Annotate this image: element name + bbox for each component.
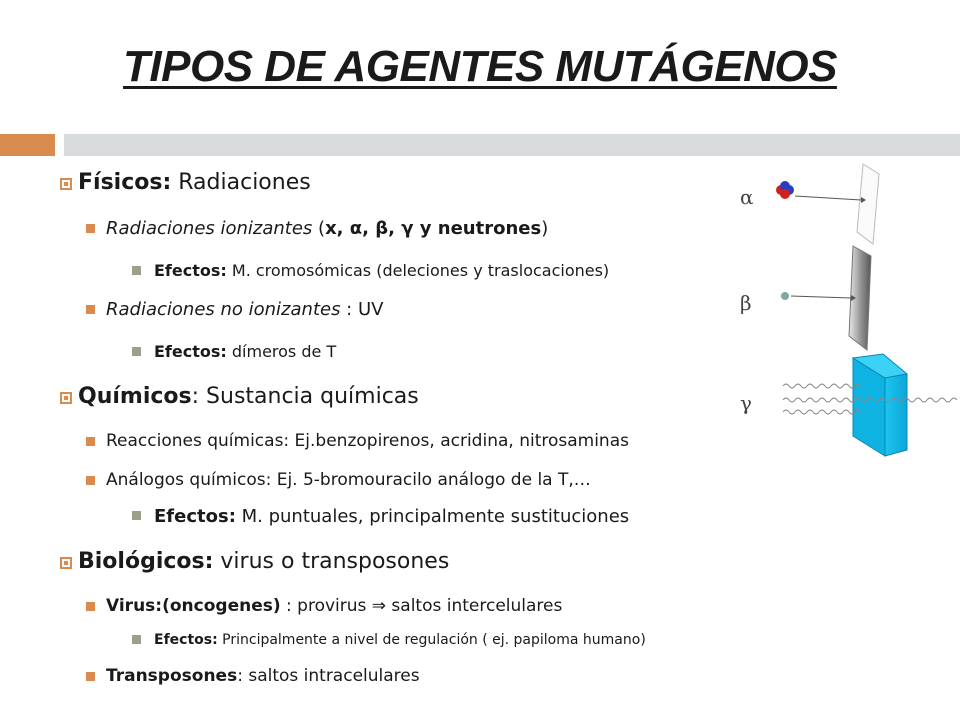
square-bullet-icon [132,635,141,644]
efectos-text: M. puntuales, principalmente sustituciones [235,506,630,527]
alpha-particle-icon [776,181,794,199]
quimicos-text: : Sustancia químicas [191,384,419,409]
square-bullet-icon [60,557,72,569]
analogos-text: Análogos químicos: Ej. 5-bromouracilo análogo de la T,… [106,470,591,490]
accent-bar [0,134,55,156]
no-ionizantes-text: : UV [340,299,384,320]
header-rule-bar [64,134,960,156]
shield-block-front [885,374,907,456]
ionizantes-label: Radiaciones ionizantes [106,218,313,239]
gamma-label: γ [740,391,752,415]
efectos-text: dímeros de T [226,342,337,361]
efectos-head: Efectos: [154,632,218,648]
square-bullet-icon [132,511,141,520]
beta-label: β [740,291,752,315]
transposones-text: : saltos intracelulares [237,666,420,686]
quimicos-head: Químicos [78,384,192,409]
gamma-wave-3 [783,410,861,414]
square-bullet-icon [86,224,95,233]
efectos-head: Efectos: [154,342,227,361]
biologicos-text: virus o transposones [213,549,450,574]
no-ionizantes-label: Radiaciones no ionizantes [106,299,341,320]
fisicos-text: Radiaciones [171,170,311,195]
square-bullet-icon [86,476,95,485]
alpha-ray [795,196,861,200]
gamma-wave-1 [783,384,861,388]
bar-gap [55,134,64,156]
square-bullet-icon [132,347,141,356]
efectos-head: Efectos: [154,506,236,527]
beta-particle-icon [781,292,789,300]
square-bullet-icon [60,178,72,190]
square-bullet-icon [86,437,95,446]
square-bullet-icon [86,672,95,681]
efectos-head: Efectos: [154,261,227,280]
reacciones-text: Reacciones químicas: Ej.benzopirenos, acridina, nitrosaminas [106,431,629,451]
square-bullet-icon [132,266,141,275]
virus-text: : provirus ⇒ saltos intercelulares [280,596,563,616]
square-bullet-icon [60,392,72,404]
transposones-head: Transposones [106,666,238,686]
virus-head: Virus:(oncogenes) [106,596,281,616]
beta-ray [791,296,851,298]
paren-close: ) [541,218,549,239]
alpha-label: α [740,185,754,209]
paper-sheet [857,164,879,244]
ionizantes-types: x, α, β, γ y neutrones [325,218,542,239]
square-bullet-icon [86,602,95,611]
efectos-text: M. cromosómicas (deleciones y traslocaciones) [226,261,610,280]
radiation-penetration-figure [735,160,960,480]
biologicos-head: Biológicos: [78,549,214,574]
efectos-text: Principalmente a nivel de regulación ( ej. papiloma humano) [217,632,646,648]
slide-title: TIPOS DE AGENTES MUTÁGENOS [123,42,837,91]
fisicos-head: Físicos: [78,170,172,195]
square-bullet-icon [86,305,95,314]
paren-open: ( [312,218,326,239]
